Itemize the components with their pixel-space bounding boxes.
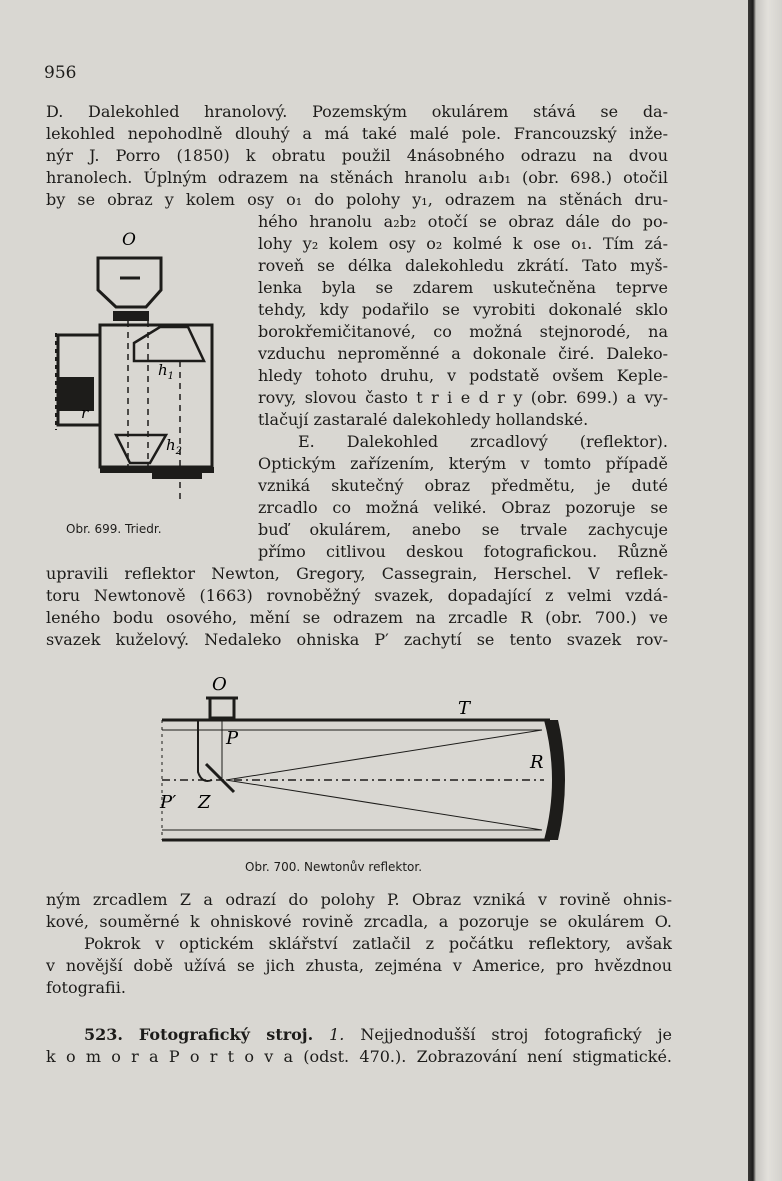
text-line: hranolech. Úplným odrazem na stěnách hranolu a₁b₁ (obr. 698.) otočil — [46, 168, 668, 187]
text-line: v novější době užívá se jich zhusta, zejména v Americe, pro hvězdnou — [46, 956, 672, 975]
label-r: r — [81, 404, 89, 422]
objective-plate — [100, 467, 214, 473]
eyepiece-shape — [98, 258, 161, 307]
after-figure-700-paragraph — [46, 889, 672, 999]
text-line: tlačují zastaralé dalekohledy hollandské. — [258, 410, 589, 429]
section-523-paragraph — [46, 1046, 672, 1068]
text-line: hledy tohoto druhu, v podstatě ovšem Keple- — [258, 366, 668, 385]
label-o: O — [122, 230, 136, 250]
page-gutter-edge — [748, 0, 782, 1181]
text-line: fotografii. — [46, 978, 126, 997]
text-line: lenka byla se zdarem uskutečněna teprve — [258, 278, 668, 297]
subsection-number: 1. — [329, 1025, 345, 1044]
label-r: R — [530, 752, 544, 773]
section-523-line-1 — [84, 1024, 672, 1046]
lower-prism — [116, 435, 166, 463]
text-line: upravili reflektor Newton, Gregory, Cassegrain, Herschel. V reflek- — [46, 564, 668, 583]
section-number: 523. — [84, 1025, 123, 1044]
label-h1: $h_1$ — [158, 361, 175, 382]
label-p-prime: P′ — [160, 792, 177, 813]
figure-699-caption: Obr. 699. Triedr. — [66, 522, 162, 536]
label-p: P — [226, 728, 239, 749]
text-line: lohy y₂ kolem osy o₂ kolmé k ose o₁. Tím zá- — [258, 234, 668, 253]
text-line: kové, souměrné k ohniskové rovině zrcadla, a pozoruje se okulárem O. — [46, 912, 672, 931]
focus-wheel — [58, 377, 94, 411]
label-o: O — [212, 674, 227, 695]
section-d-wrapped-paragraph — [258, 211, 668, 431]
label-z: Z — [198, 792, 211, 813]
newton-reflector-diagram — [140, 668, 580, 854]
text-line: leného bodu osového, mění se odrazem na zrcadle R (obr. 700.) ve — [46, 608, 668, 627]
section-text: Nejjednodušší stroj fotografický je — [360, 1025, 673, 1044]
flat-mirror-z — [206, 764, 234, 792]
triedr-diagram — [38, 225, 253, 515]
figure-700-caption: Obr. 700. Newtonův reflektor. — [245, 860, 423, 874]
text-line: Optickým zařízením, kterým v tomto případě — [258, 454, 668, 473]
text-line: k o m o r a P o r t o v a (odst. 470.). Zobrazování není stigmatické. — [46, 1047, 672, 1066]
section-d-paragraph — [46, 101, 668, 211]
text-line: ným zrcadlem Z a odrazí do polohy P. Obraz vzniká v rovině ohnis- — [46, 890, 672, 909]
label-h2: $h_2$ — [166, 436, 183, 457]
text-line: D. Dalekohled hranolový. Pozemským okulárem stává se da- — [46, 102, 668, 121]
eyepiece — [210, 698, 234, 718]
text-line: Pokrok v optickém sklářství zatlačil z počátku reflektory, avšak — [84, 934, 672, 953]
section-523-heading-line — [84, 1024, 672, 1046]
label-t: T — [458, 698, 471, 719]
text-line: E. Dalekohled zrcadlový (reflektor). — [298, 432, 668, 451]
objective-lens — [152, 473, 202, 479]
primary-mirror — [544, 720, 565, 840]
secondary-holder — [198, 720, 212, 781]
text-line: svazek kuželový. Nedaleko ohniska P′ zachytí se tento svazek rov- — [46, 630, 668, 649]
text-line: rovy, slovou často t r i e d r y (obr. 699.) a vy- — [258, 388, 668, 407]
figure-700-newton-reflector — [140, 668, 580, 854]
converging-ray-bottom — [226, 780, 542, 830]
text-line: přímo citlivou deskou fotografickou. Různě — [258, 542, 668, 561]
eyepiece-collar — [113, 311, 149, 321]
text-line: roveň se délka dalekohledu zkrátí. Tato myš- — [258, 256, 668, 275]
converging-ray-top — [226, 730, 542, 780]
text-line: vzniká skutečný obraz předmětu, je duté — [258, 476, 668, 495]
page-number: 956 — [44, 63, 77, 83]
section-e-wrapped-paragraph — [258, 431, 668, 563]
section-title: Fotografický stroj. — [138, 1025, 314, 1044]
section-e-paragraph — [46, 563, 668, 651]
text-line: buď okulárem, anebo se trvale zachycuje — [258, 520, 668, 539]
text-line: borokřemičitanové, co možná stejnorodé, na — [258, 322, 668, 341]
text-line: lekohled nepohodlně dlouhý a má také malé pole. Francouzský inže- — [46, 124, 668, 143]
text-line: nýr J. Porro (1850) k obratu použil 4násobného odrazu na dvou — [46, 146, 668, 165]
figure-699-triedr — [38, 225, 253, 515]
text-line: zrcadlo co možná veliké. Obraz pozoruje se — [258, 498, 668, 517]
prism-housing — [100, 325, 212, 467]
text-line: tehdy, kdy podařilo se vyrobiti dokonalé sklo — [258, 300, 668, 319]
text-line: toru Newtonově (1663) rovnoběžný svazek, dopadající z velmi vzdá- — [46, 586, 668, 605]
text-line: by se obraz y kolem osy o₁ do polohy y₁, odrazem na stěnách dru- — [46, 190, 668, 209]
text-line: vzduchu neproměnné a dokonale čiré. Daleko- — [258, 344, 668, 363]
upper-prism — [134, 327, 204, 361]
text-line: hého hranolu a₂b₂ otočí se obraz dále do po- — [258, 212, 668, 231]
